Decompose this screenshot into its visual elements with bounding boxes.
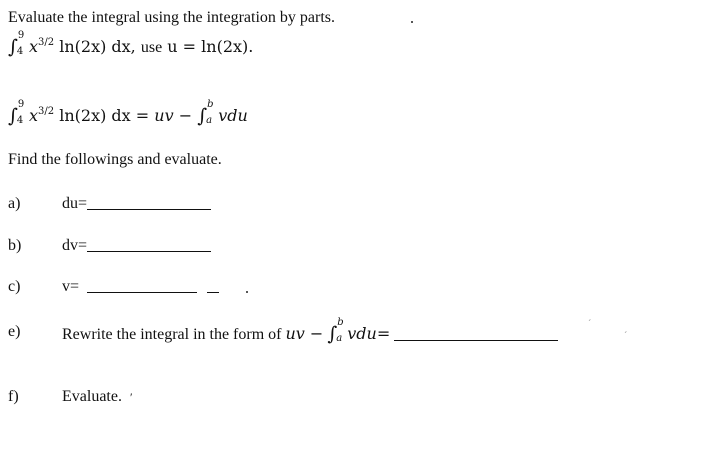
answer-blank-du[interactable] bbox=[87, 209, 211, 210]
item-letter-f: f) bbox=[8, 388, 19, 405]
item-a-row bbox=[62, 196, 211, 212]
upper-limit: b bbox=[337, 317, 344, 328]
answer-blank-dv[interactable] bbox=[87, 251, 211, 252]
stray-mark: ′ bbox=[129, 390, 133, 404]
integral-sign: ∫ bbox=[8, 36, 18, 58]
problem-integral bbox=[8, 30, 254, 58]
item-e-row bbox=[62, 317, 558, 345]
integrand-base: x bbox=[29, 37, 39, 56]
hint-prefix: use bbox=[140, 39, 163, 56]
stray-mark bbox=[411, 21, 413, 23]
integrand-base: x bbox=[29, 106, 39, 125]
stray-mark bbox=[246, 291, 248, 293]
hint-substitution: u = ln(2x). bbox=[167, 37, 254, 56]
item-b-row bbox=[62, 238, 211, 254]
upper-limit: b bbox=[207, 99, 214, 110]
item-b-label: dv= bbox=[62, 237, 88, 254]
lower-limit: a bbox=[336, 333, 343, 344]
answer-blank-v[interactable] bbox=[87, 292, 197, 293]
item-letter-a: a) bbox=[8, 195, 21, 212]
item-letter-b: b) bbox=[8, 237, 22, 254]
answer-blank-v-tail[interactable] bbox=[207, 292, 219, 293]
upper-limit: 9 bbox=[17, 99, 25, 110]
item-e-label: Rewrite the integral in the form of bbox=[62, 326, 282, 343]
item-e-math-prefix: uv − bbox=[285, 324, 324, 343]
rhs-prefix: = uv − bbox=[135, 106, 193, 125]
stray-mark: ´ bbox=[624, 331, 628, 342]
item-e-math-tail: vdu= bbox=[347, 324, 391, 343]
integral-sign: ∫ bbox=[327, 323, 338, 345]
integrand-exponent: 3/2 bbox=[38, 37, 55, 48]
answer-blank-rewrite[interactable] bbox=[394, 340, 558, 341]
upper-limit: 9 bbox=[17, 30, 25, 41]
item-f-label: Evaluate. bbox=[62, 388, 122, 405]
lower-limit: 4 bbox=[16, 115, 24, 126]
item-letter-e: e) bbox=[8, 323, 21, 340]
integrand-exponent: 3/2 bbox=[38, 106, 55, 117]
integrand-rest: ln(2x) dx bbox=[59, 106, 131, 125]
item-letter-c: c) bbox=[8, 278, 21, 295]
lower-limit: a bbox=[206, 115, 213, 126]
instruction-text: Evaluate the integral using the integration by parts. bbox=[8, 9, 336, 26]
rhs-tail: vdu bbox=[218, 106, 248, 125]
lower-limit: 4 bbox=[16, 46, 24, 57]
integrand-rest: ln(2x) dx, bbox=[59, 37, 136, 56]
item-c-row bbox=[62, 279, 219, 295]
prompt-text: Find the followings and evaluate. bbox=[8, 151, 222, 168]
stray-mark: ´ bbox=[588, 319, 592, 330]
parts-formula bbox=[8, 99, 248, 127]
integral-sign: ∫ bbox=[197, 105, 208, 127]
item-f-row bbox=[62, 389, 133, 405]
integral-sign: ∫ bbox=[8, 105, 18, 127]
item-c-label: v= bbox=[62, 278, 80, 295]
item-a-label: du= bbox=[62, 195, 88, 212]
